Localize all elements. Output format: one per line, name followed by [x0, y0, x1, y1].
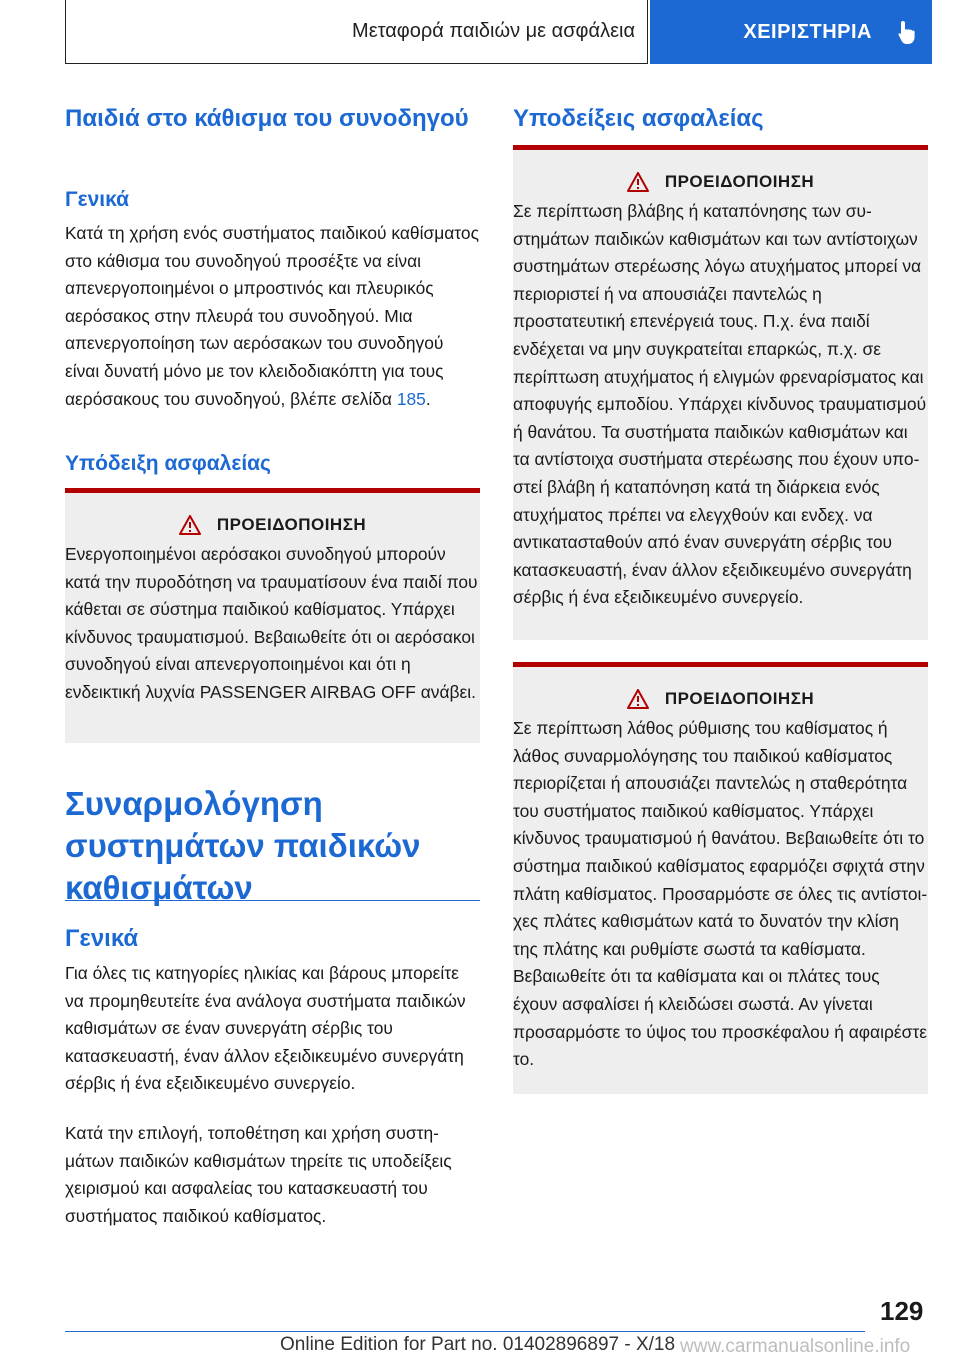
page-number: 129 [880, 1296, 924, 1326]
warning-title-row [65, 515, 480, 535]
warning-triangle-icon [627, 689, 649, 709]
header-chapter-label: ΧΕΙΡΙΣΤΗΡΙΑ [743, 20, 872, 43]
general-paragraph [65, 220, 480, 413]
section-divider [65, 900, 480, 901]
assembly-title: Συναρμολόγηση συστημάτων παιδικών καθισμάτων [65, 785, 421, 906]
watermark: www.carmanualsonline.info [680, 1336, 911, 1357]
header-section-label: Μεταφορά παιδιών με ασφάλεια [352, 20, 635, 42]
warning-title-row [513, 172, 928, 192]
warning-text: Σε περίπτωση βλάβης ή καταπόνησης των συστημάτων παιδικών καθισμάτων και των αντίστοιχων συστημάτων στερέωσης λόγω ατυχήματος μπορεί να περιοριστεί ή να απουσιάζει παντελώς η προστατευτική επενέργειά τους. Π.χ. ένα παιδί ενδέχεται να μην συγκρατείται επαρκώς, π.χ. σε περίπτωση ατυχήματος ή ελιγμών φρεναρίσματος και αποφυγής εμποδίου. Υπάρχει κίνδυνος τραυματισμού ή θανάτου. Τα συστήματα παιδικών καθισμάτων και τα αντίστοιχα συστήματα στερέωσης που έχουν υποστεί βλάβη ή καταπόνηση κατά τη διάρκεια ενός ατυχήματος πρέπει να ελεγχθούν και ενδεχ. να αντικατασταθούν από έναν συνεργάτη σέρβις του κατασκευαστή, έναν άλλον εξειδικευμένο συνεργάτη σέρβις ή ένα εξειδικευμένο συνεργείο. [513, 201, 927, 608]
general-text-end: . [425, 388, 431, 409]
section-title-child-passenger-seat: Παιδιά στο κάθισμα του συνοδηγού [65, 105, 469, 132]
warning-box-airbag [65, 488, 480, 743]
warning-triangle-icon [179, 515, 201, 535]
warning-title: ΠΡΟΕΙΔΟΠΟΙΗΣΗ [664, 689, 815, 708]
warning-title: ΠΡΟΕΙΔΟΠΟΙΗΣΗ [664, 172, 815, 191]
general-heading: Γενικά [65, 188, 130, 211]
warning-text: Σε περίπτωση λάθος ρύθμισης του καθίσματος ή λάθος συναρμολόγησης του παιδικού καθίσματος περιορίζεται ή απουσιάζει παντελώς η σταθερότητα του συστήματος παιδικού καθίσματος. Υπάρχει κίνδυνος τραυματισμού ή θανάτου. Βεβαιωθείτε ότι το σύστημα παιδικού καθίσματος εφαρμόζει σφιχτά στην πλάτη καθίσματος. Προσαρμόστε σε όλες τις αντίστοιχες πλάτες καθισμάτων κατά το δυνατόν την κλίση της πλάτης και ρυθμίστε σωστά τα καθίσματα. Βεβαιωθείτε ότι τα καθίσματα και οι πλάτες τους έχουν ασφαλίσει ή κλειδώσει σωστά. Αν γίνεται προσαρμόστε το ύψος του προσκέφαλου ή αφαιρέστε το. [513, 718, 928, 1070]
header-section-title [65, 0, 648, 64]
warning-title-row [513, 689, 928, 709]
general-text: Κατά τη χρήση ενός συστήματος παιδικού καθίσματος στο κάθισμα του συνοδηγού προσέξτε να είναι απενεργοποιημένοι ο μπροστινός και πλευρικός αερόσακος στην πλευρά του συνοδηγού. Μια απενεργοποίηση των αερόσακων του συνοδηγού είναι δυνατή μόνο με τον κλειδοδιακόπτη για τους αερόσακους του συνοδηγού, βλέπε σελίδα [65, 223, 479, 409]
warning-box-damage [513, 145, 928, 640]
pointing-hand-icon [894, 18, 922, 46]
safety-heading: Υπόδειξη ασφαλείας [65, 452, 271, 475]
footer-edition: Online Edition for Part no. 01402896897 - X/18 [280, 1334, 676, 1355]
page-reference-link[interactable]: 185 [396, 388, 426, 409]
footer-divider [65, 1331, 865, 1332]
warning-title: ΠΡΟΕΙΔΟΠΟΙΗΣΗ [216, 515, 367, 534]
assembly-paragraph-2: Κατά την επιλογή, τοποθέτηση και χρήση συστημάτων παιδικών καθισμάτων τηρείτε τις υποδείξεις χειρισμού και ασφαλείας του κατασκευαστή του συστήματος παιδικού καθίσματος. [65, 1123, 452, 1226]
warning-box-adjustment [513, 662, 928, 1094]
warning-triangle-icon [627, 172, 649, 192]
assembly-paragraph-1: Για όλες τις κατηγορίες ηλικίας και βάρους μπορείτε να προμηθευτείτε ένα ανάλογα συστήματα παιδικών καθισμάτων σε έναν συνεργάτη σέρβις του κατασκευαστή, έναν άλλον εξειδικευμένο συνεργάτη σέρβις ή ένα εξειδικευμένο συνεργείο. [65, 963, 466, 1094]
warning-text: Ενεργοποιημένοι αερόσακοι συνοδηγού μπορούν κατά την πυροδότηση να τραυματίσουν ένα παιδί που κάθεται σε σύστημα παιδικού καθίσματος. Υπάρχει κίνδυνος τραυματισμού. Βεβαιωθείτε ότι οι αερόσακοι συνοδηγού είναι απενεργοποιημένοι και ότι η ενδεικτική λυχνία PASSENGER AIRBAG OFF ανάβει. [65, 544, 478, 702]
assembly-general-heading: Γενικά [65, 925, 139, 952]
header-chapter-tab[interactable] [650, 0, 932, 64]
safety-notes-title: Υποδείξεις ασφαλείας [513, 105, 764, 132]
